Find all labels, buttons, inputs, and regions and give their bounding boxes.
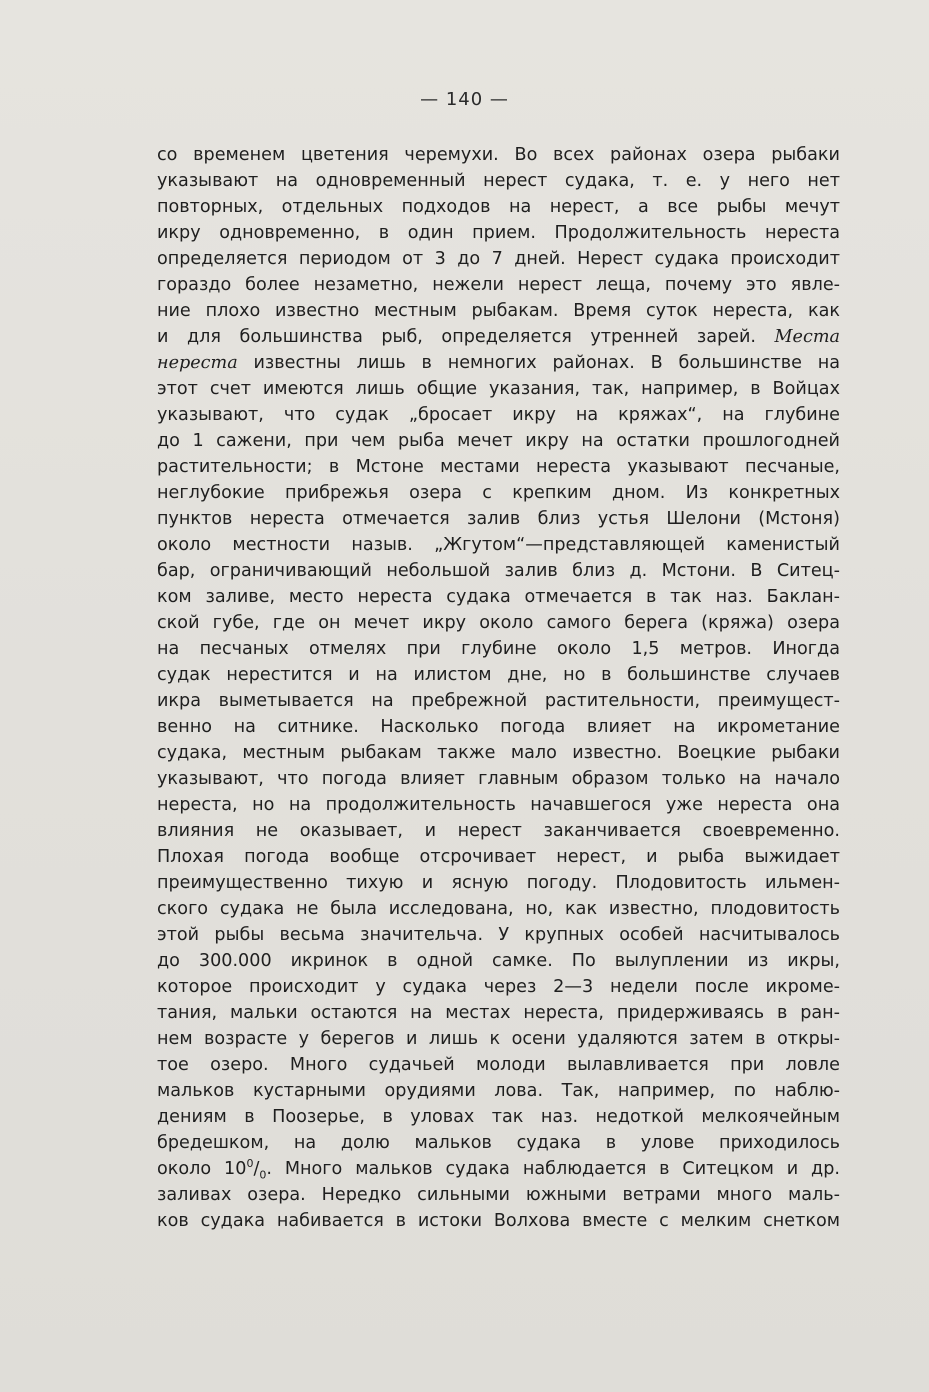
text-line: на песчаных отмелях при глубине около 1,5 метров. Иногда [157,639,840,659]
text-line: этот счет имеются лишь общие указания, так, например, в Войцах [157,379,840,399]
text-line: икру одновременно, в один прием. Продолжительность нереста [157,223,840,243]
text-line: ков судака набивается в истоки Волхова вместе с мелким снетком [157,1211,840,1231]
text-line: судака, местным рыбакам также мало известно. Воецкие рыбаки [157,743,840,763]
text-line: указывают, что судак „бросает икру на кряжах“, на глубине [157,405,840,425]
percent-sup: 0 [246,1157,254,1171]
text-line: преимущественно тихую и ясную погоду. Плодовитость ильмен- [157,873,840,893]
text-line: ком заливе, место нереста судака отмечается в так наз. Баклан- [157,587,840,607]
text-line: до 300.000 икринок в одной самке. По вылуплении из икры, [157,951,840,971]
body-text [157,142,840,1234]
text-line-segment: известны лишь в немногих районах. В большинстве на [253,353,840,373]
text-line: этой рыбы весьма значительча. У крупных особей насчитывалось [157,925,840,945]
text-line: нем возрасте у берегов и лишь к осени удаляются затем в откры- [157,1029,840,1049]
text-line: ской губе, где он мечет икру около самого берега (кряжа) озера [157,613,840,633]
text-line: дениям в Поозерье, в уловах так наз. недоткой мелкоячейным [157,1107,840,1127]
text-line: гораздо более незаметно, нежели нерест леща, почему это явле- [157,275,840,295]
text-line: бредешком, на долю мальков судака в улове приходилось [157,1133,840,1153]
text-line-segment: около 10 [157,1159,247,1179]
italic-term: нереста [157,353,238,373]
text-line: венно на ситнике. Насколько погода влияет на икрометание [157,717,840,737]
text-line: пунктов нереста отмечается залив близ устья Шелони (Мстоня) [157,509,840,529]
text-line: повторных, отдельных подходов на нерест, а все рыбы мечут [157,197,840,217]
text-line: со временем цветения черемухи. Во всех районах озера рыбаки [157,145,840,165]
text-line: растительности; в Мстоне местами нереста указывают песчаные, [157,457,840,477]
text-line: неглубокие прибрежья озера с крепким дном. Из конкретных [157,483,840,503]
text-line: указывают на одновременный нерест судака, т. е. у него нет [157,171,840,191]
text-line-with-italic [157,324,840,350]
text-line: бар, ограничивающий небольшой залив близ д. Мстони. В Ситец- [157,561,840,581]
text-line: икра выметывается на пребрежной растительности, преимущест- [157,691,840,711]
text-line: тое озеро. Много судачьей молоди вылавливается при ловле [157,1055,840,1075]
text-line: которое происходит у судака через 2—3 недели после икроме- [157,977,840,997]
text-line: определяется периодом от 3 до 7 дней. Нерест судака происходит [157,249,840,269]
text-line: до 1 сажени, при чем рыба мечет икру на остатки прошлогодней [157,431,840,451]
text-line: заливах озера. Нередко сильными южными ветрами много маль- [157,1185,840,1205]
page-number: — 140 — [420,89,509,110]
text-line: указывают, что погода влияет главным образом только на начало [157,769,840,789]
text-line-segment: . Много мальков судака наблюдается в Ситецком и др. [266,1159,840,1179]
text-line: Плохая погода вообще отсрочивает нерест, и рыба выжидает [157,847,840,867]
text-line: нереста, но на продолжительность начавшегося уже нереста она [157,795,840,815]
percent-sub: 0 [259,1168,267,1182]
text-line: судак нерестится и на илистом дне, но в большинстве случаев [157,665,840,685]
text-line: около местности назыв. „Жгутом“—представляющей каменистый [157,535,840,555]
text-line: влияния не оказывает, и нерест заканчивается своевременно. [157,821,840,841]
percent-slash: / [253,1159,260,1179]
text-line: мальков кустарными орудиями лова. Так, например, по наблю- [157,1081,840,1101]
text-line-with-italic [157,350,840,376]
italic-term: Места [774,327,840,347]
text-line: ние плохо известно местным рыбакам. Время суток нереста, как [157,301,840,321]
text-line-with-percent [157,1156,840,1182]
text-line: тания, мальки остаются на местах нереста, придерживаясь в ран- [157,1003,840,1023]
text-line-segment: и для большинства рыб, определяется утренней зарей. [157,327,756,347]
text-line: ского судака не была исследована, но, как известно, плодовитость [157,899,840,919]
